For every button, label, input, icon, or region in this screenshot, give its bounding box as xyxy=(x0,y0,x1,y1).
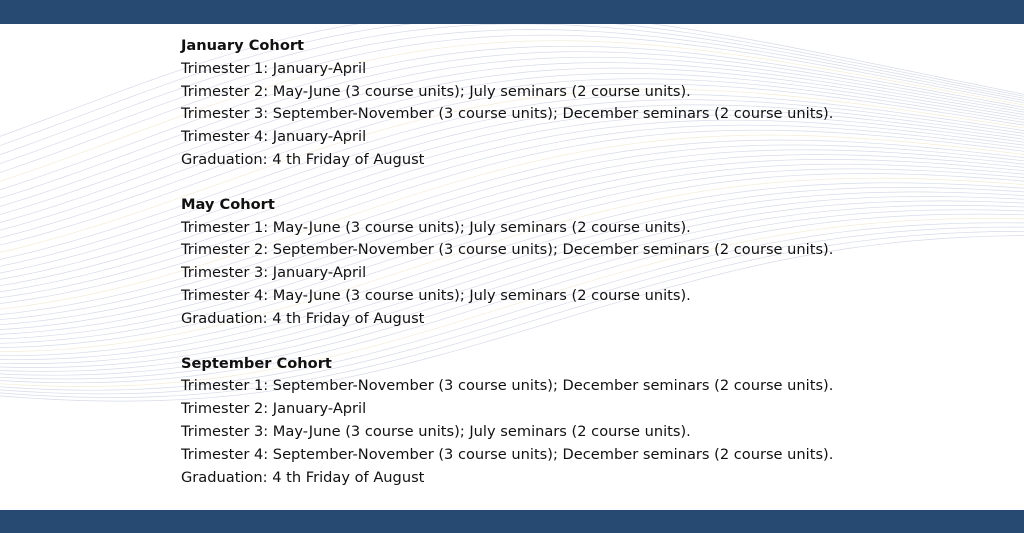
cohort-section-may xyxy=(181,194,1001,331)
cohort-section-september xyxy=(181,353,1001,490)
graduation-line: Graduation: 4 th Friday of August xyxy=(181,468,425,486)
cohort-title: May Cohort xyxy=(181,195,275,213)
cohort-title: January Cohort xyxy=(181,37,305,54)
graduation-line: Graduation: 4 th Friday of August xyxy=(181,150,425,168)
cohort-title: September Cohort xyxy=(181,354,332,372)
bottom-banner-bar xyxy=(0,510,1024,533)
schedule-line: Trimester 2: May-June (3 course units); July seminars (2 course units). xyxy=(181,82,691,100)
schedule-line: Trimester 2: January-April xyxy=(181,400,367,418)
cohort-schedule xyxy=(181,35,1001,511)
top-banner-bar xyxy=(0,0,1024,24)
schedule-line: Trimester 1: September-November (3 course units); December seminars (2 course units). xyxy=(181,377,834,395)
schedule-line: Trimester 3: September-November (3 course units); December seminars (2 course units). xyxy=(181,105,834,123)
cohort-section-january xyxy=(181,35,1001,172)
schedule-line: Trimester 1: May-June (3 course units); July seminars (2 course units). xyxy=(181,218,691,236)
schedule-line: Trimester 3: May-June (3 course units); July seminars (2 course units). xyxy=(181,422,691,440)
schedule-line: Trimester 3: January-April xyxy=(181,264,367,282)
schedule-line: Trimester 4: May-June (3 course units); July seminars (2 course units). xyxy=(181,286,691,304)
schedule-line: Trimester 2: September-November (3 course units); December seminars (2 course units). xyxy=(181,241,834,259)
schedule-line: Trimester 4: January-April xyxy=(181,128,367,146)
graduation-line: Graduation: 4 th Friday of August xyxy=(181,309,425,327)
schedule-line: Trimester 4: September-November (3 course units); December seminars (2 course units). xyxy=(181,445,834,463)
schedule-line: Trimester 1: January-April xyxy=(181,59,367,77)
